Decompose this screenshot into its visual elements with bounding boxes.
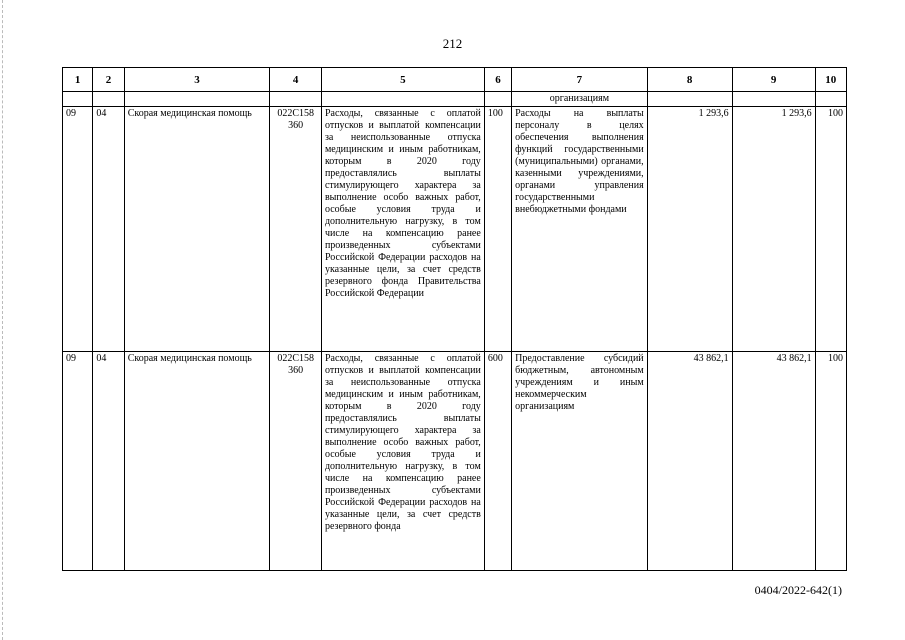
row1-amount-plan: 1 293,6 — [647, 107, 732, 352]
row1-percent: 100 — [815, 107, 846, 352]
row2-name: Скорая медицинская помощь — [124, 352, 270, 571]
header-col-1: 1 — [63, 68, 93, 92]
scan-edge-marks — [2, 0, 5, 640]
header-col-7: 7 — [512, 68, 648, 92]
row2-percent: 100 — [815, 352, 846, 571]
header-col-4: 4 — [270, 68, 322, 92]
table-row — [63, 107, 847, 352]
row1-name: Скорая медицинская помощь — [124, 107, 270, 352]
row1-subsection: 04 — [93, 107, 124, 352]
row1-section: 09 — [63, 107, 93, 352]
row1-target-code: 022С158 360 — [270, 107, 322, 352]
continuation-col7: организациям — [512, 92, 648, 107]
page-number: 212 — [442, 36, 463, 51]
header-col-6: 6 — [484, 68, 511, 92]
row2-expense-type: Предоставление субсидий бюджетным, автономным учреждениям и иным некоммерческим организациям — [512, 352, 648, 571]
row1-expense-code: 100 — [484, 107, 511, 352]
row2-description: Расходы, связанные с оплатой отпусков и выплатой компенсации за неиспользованные отпуска медицинским и иным работникам, которым в 2020 году предоставлялись выплаты стимулирующего характера за выполнение особо важных работ, особые условия труда и дополнительную нагрузку, в том числе на компенсацию ранее произведенных субъектами Российской Федерации расходов на указанные цели, за счет средств резервного фонда — [321, 352, 484, 571]
row1-amount-actual: 1 293,6 — [732, 107, 815, 352]
row2-amount-actual: 43 862,1 — [732, 352, 815, 571]
document-reference: 0404/2022-642(1) — [754, 583, 842, 597]
header-col-9: 9 — [732, 68, 815, 92]
budget-table — [62, 67, 847, 571]
header-col-8: 8 — [647, 68, 732, 92]
row2-subsection: 04 — [93, 352, 124, 571]
header-col-5: 5 — [321, 68, 484, 92]
header-col-3: 3 — [124, 68, 270, 92]
row2-target-code: 022С158 360 — [270, 352, 322, 571]
header-col-10: 10 — [815, 68, 846, 92]
row2-expense-code: 600 — [484, 352, 511, 571]
row1-expense-type: Расходы на выплаты персоналу в целях обеспечения выполнения функций государственными (муниципальными) органами, казенными учреждениями, органами управления государственными внебюджетными фондами — [512, 107, 648, 352]
row2-section: 09 — [63, 352, 93, 571]
header-col-2: 2 — [93, 68, 124, 92]
continuation-row — [63, 92, 847, 107]
row1-description: Расходы, связанные с оплатой отпусков и выплатой компенсации за неиспользованные отпуска медицинским и иным работникам, которым в 2020 году предоставлялись выплаты стимулирующего характера за выполнение особо важных работ, особые условия труда и дополнительную нагрузку, в том числе на компенсацию ранее произведенных субъектами Российской Федерации расходов на указанные цели, за счет средств резервного фонда Правительства Российской Федерации — [321, 107, 484, 352]
table-row — [63, 352, 847, 571]
header-row — [63, 68, 847, 92]
row2-amount-plan: 43 862,1 — [647, 352, 732, 571]
